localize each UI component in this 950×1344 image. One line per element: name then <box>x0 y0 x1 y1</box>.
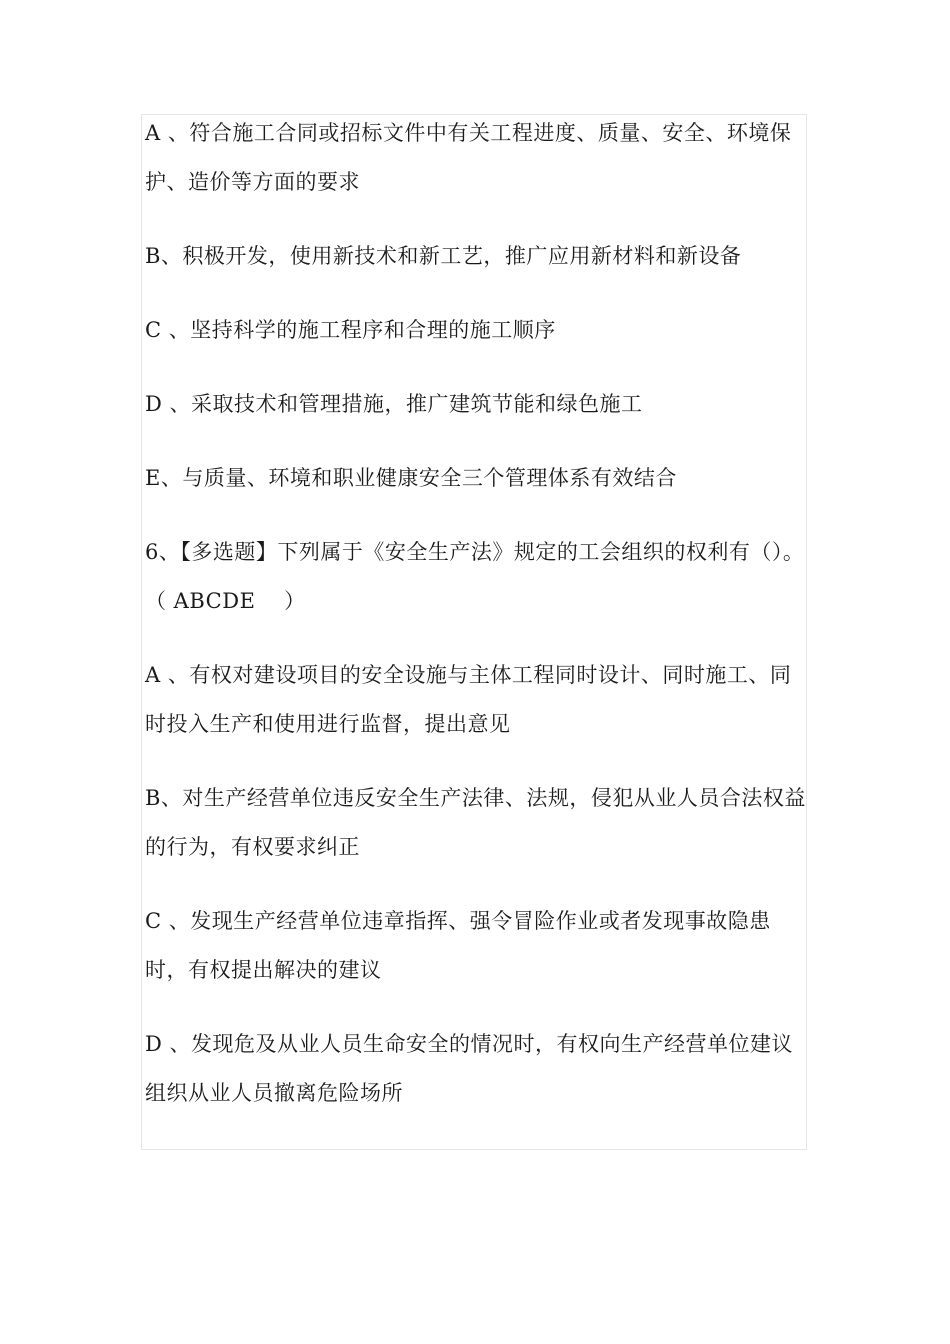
q6-stem: 6、【多选题】下列属于《安全生产法》规定的工会组织的权利有（）。 <box>145 540 805 564</box>
q5-option-c: C 、坚持科学的施工程序和合理的施工顺序 <box>145 318 556 342</box>
q6-option-d: D 、发现危及从业人员生命安全的情况时，有权向生产经营单位建议组织从业人员撤离危险场所 <box>145 1032 794 1105</box>
q5-option-a: A 、符合施工合同或招标文件中有关工程进度、质量、安全、环境保护、造价等方面的要求 <box>145 121 792 194</box>
q5-option-e: E、与质量、环境和职业健康安全三个管理体系有效结合 <box>145 466 677 490</box>
q5-option-d: D 、采取技术和管理措施，推广建筑节能和绿色施工 <box>145 392 643 416</box>
q6-option-c: C 、发现生产经营单位违章指挥、强令冒险作业或者发现事故隐患时，有权提出解决的建议 <box>145 909 771 982</box>
q6-option-b: B、对生产经营单位违反安全生产法律、法规，侵犯从业人员合法权益的行为，有权要求纠正 <box>145 786 806 859</box>
question-content-box <box>141 114 807 1150</box>
q6-answer: （ ABCDE ） <box>145 589 306 613</box>
q5-option-b: B、积极开发，使用新技术和新工艺，推广应用新材料和新设备 <box>145 244 742 268</box>
q6-option-a: A 、有权对建设项目的安全设施与主体工程同时设计、同时施工、同时投入生产和使用进行监督，提出意见 <box>145 663 792 736</box>
